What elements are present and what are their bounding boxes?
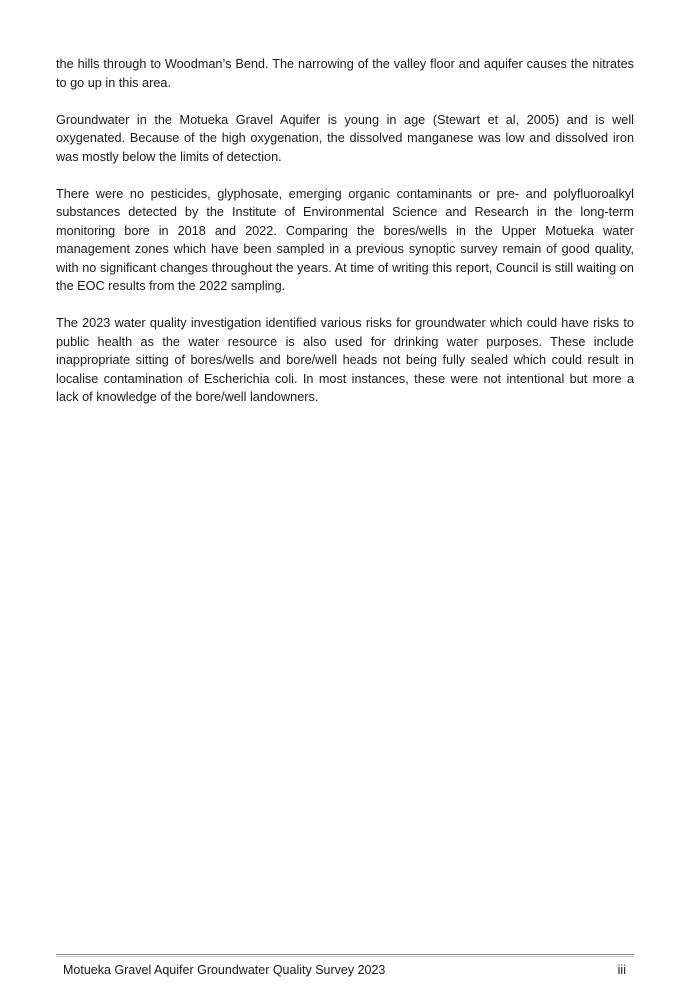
paragraph-contaminants: There were no pesticides, glyphosate, emerging organic contaminants or pre- and polyfluoroalkyl substances detected by the Institute of Environmental Science and Research in the long-term monitoring bore in 2018 and 2022. Comparing the bores/wells in the Upper Motueka water management zones which have been sampled in a previous synoptic survey remain of good quality, with no significant changes throughout the years. At time of writing this report, Council is still waiting on the EOC results from the 2022 sampling. — [56, 186, 634, 293]
paragraph-risks: The 2023 water quality investigation identified various risks for groundwater which could have risks to public health as the water resource is also used for drinking water purposes. These include inappropriate sitting of bores/wells and bore/well heads not being fully sealed which could result in localise contamination of Escherichia coli. In most instances, these were not intentional but more a lack of knowledge of the bore/well landowners. — [56, 316, 634, 404]
footer-divider-secondary — [56, 956, 634, 957]
footer-divider — [56, 954, 634, 955]
document-body — [56, 55, 634, 425]
footer-page-number: iii — [617, 963, 626, 977]
page-footer — [56, 954, 634, 982]
footer-document-title: Motueka Gravel Aquifer Groundwater Quality Survey 2023 — [63, 963, 386, 977]
paragraph-groundwater-age: Groundwater in the Motueka Gravel Aquifer is young in age (Stewart et al, 2005) and is well oxygenated. Because of the high oxygenation, the dissolved manganese was low and dissolved iron was mostly below the limits of detection. — [56, 112, 634, 164]
paragraph-nitrates-continuation: the hills through to Woodman’s Bend. The narrowing of the valley floor and aquifer causes the nitrates to go up in this area. — [56, 57, 634, 90]
